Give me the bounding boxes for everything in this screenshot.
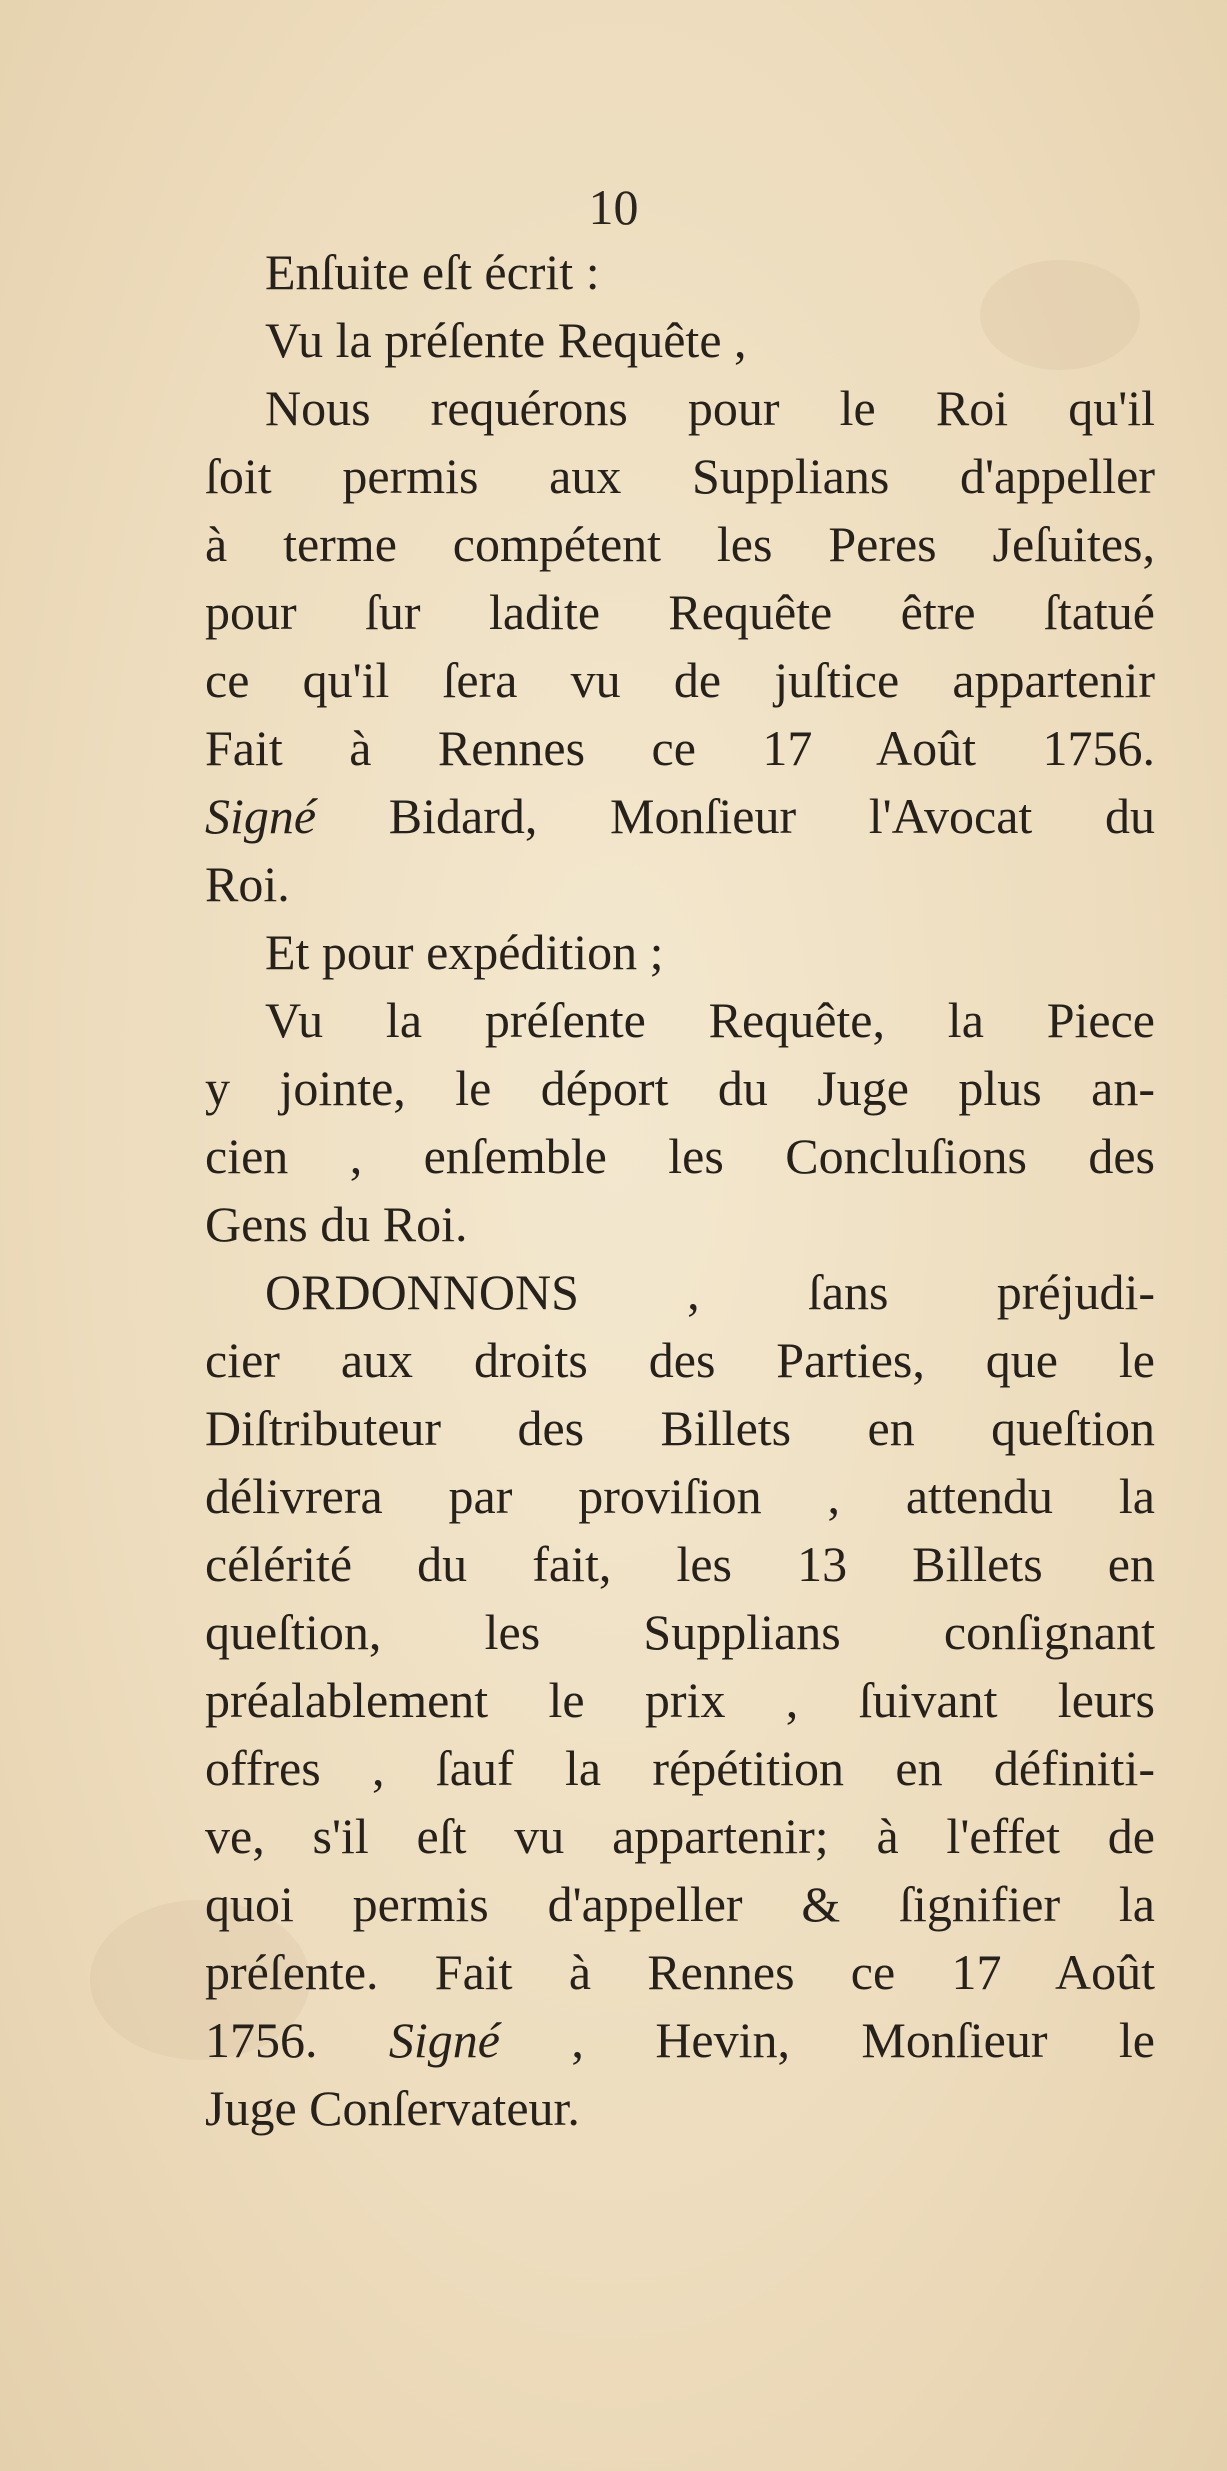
text-line — [205, 782, 1155, 850]
line-text: queſtion, les Supplians conſignant — [205, 1604, 1155, 1660]
line-text: , Hevin, Monſieur le — [500, 2012, 1155, 2068]
text-line — [205, 1870, 1155, 1938]
text-line — [205, 1462, 1155, 1530]
text-line — [205, 1258, 1155, 1326]
line-text: Gens du Roi. — [205, 1196, 468, 1252]
text-line — [205, 2074, 1155, 2142]
line-text: Fait à Rennes ce 17 Août 1756. — [205, 720, 1155, 776]
text-line — [205, 986, 1155, 1054]
line-text: Roi. — [205, 856, 290, 912]
line-text: à terme compétent les Peres Jeſuites, — [205, 516, 1155, 572]
page-text — [205, 238, 1155, 2142]
line-text: préſente. Fait à Rennes ce 17 Août — [205, 1944, 1155, 2000]
line-text: Diſtributeur des Billets en queſtion — [205, 1400, 1155, 1456]
line-text: Vu la préſente Requête , — [265, 312, 747, 368]
line-text: cier aux droits des Parties, que le — [205, 1332, 1155, 1388]
text-line — [205, 442, 1155, 510]
text-line — [205, 1530, 1155, 1598]
line-text: 1756. — [205, 2012, 389, 2068]
text-line — [205, 1326, 1155, 1394]
text-line — [205, 306, 1155, 374]
text-line — [205, 850, 1155, 918]
line-text: cien , enſemble les Concluſions des — [205, 1128, 1155, 1184]
text-line — [205, 1190, 1155, 1258]
text-line — [205, 1666, 1155, 1734]
line-text: Vu la préſente Requête, la Piece — [265, 992, 1155, 1048]
text-line — [205, 646, 1155, 714]
line-text: y jointe, le déport du Juge plus an- — [205, 1060, 1155, 1116]
line-text: Bidard, Monſieur l'Avocat du — [316, 788, 1155, 844]
line-italic-text: Signé — [205, 788, 317, 844]
line-text: préalablement le prix , ſuivant leurs — [205, 1672, 1155, 1728]
line-text: quoi permis d'appeller & ſignifier la — [205, 1876, 1155, 1932]
line-text: Nous requérons pour le Roi qu'il — [265, 380, 1155, 436]
line-text: offres , ſauf la répétition en définiti- — [205, 1740, 1155, 1796]
text-line — [205, 1598, 1155, 1666]
line-text: ce qu'il ſera vu de juſtice appartenir — [205, 652, 1155, 708]
text-line — [205, 1802, 1155, 1870]
text-line — [205, 1122, 1155, 1190]
line-text: célérité du fait, les 13 Billets en — [205, 1536, 1155, 1592]
text-line — [205, 918, 1155, 986]
text-line — [205, 714, 1155, 782]
line-text: Et pour expédition ; — [265, 924, 664, 980]
text-line — [205, 510, 1155, 578]
text-line — [205, 2006, 1155, 2074]
text-line — [205, 374, 1155, 442]
line-italic-text: Signé — [388, 2012, 500, 2068]
text-line — [205, 1938, 1155, 2006]
line-text: ORDONNONS , ſans préjudi- — [265, 1264, 1155, 1320]
text-line — [205, 238, 1155, 306]
line-text: Juge Conſervateur. — [205, 2080, 580, 2136]
text-line — [205, 578, 1155, 646]
text-line — [205, 1054, 1155, 1122]
line-text: pour ſur ladite Requête être ſtatué — [205, 584, 1155, 640]
line-text: ſoit permis aux Supplians d'appeller — [205, 448, 1155, 504]
line-text: délivrera par proviſion , attendu la — [205, 1468, 1155, 1524]
line-text: ve, s'il eſt vu appartenir; à l'effet de — [205, 1808, 1155, 1864]
page-number: 10 — [588, 179, 639, 235]
text-line — [205, 1394, 1155, 1462]
text-line — [205, 1734, 1155, 1802]
line-text: Enſuite eſt écrit : — [265, 244, 600, 300]
